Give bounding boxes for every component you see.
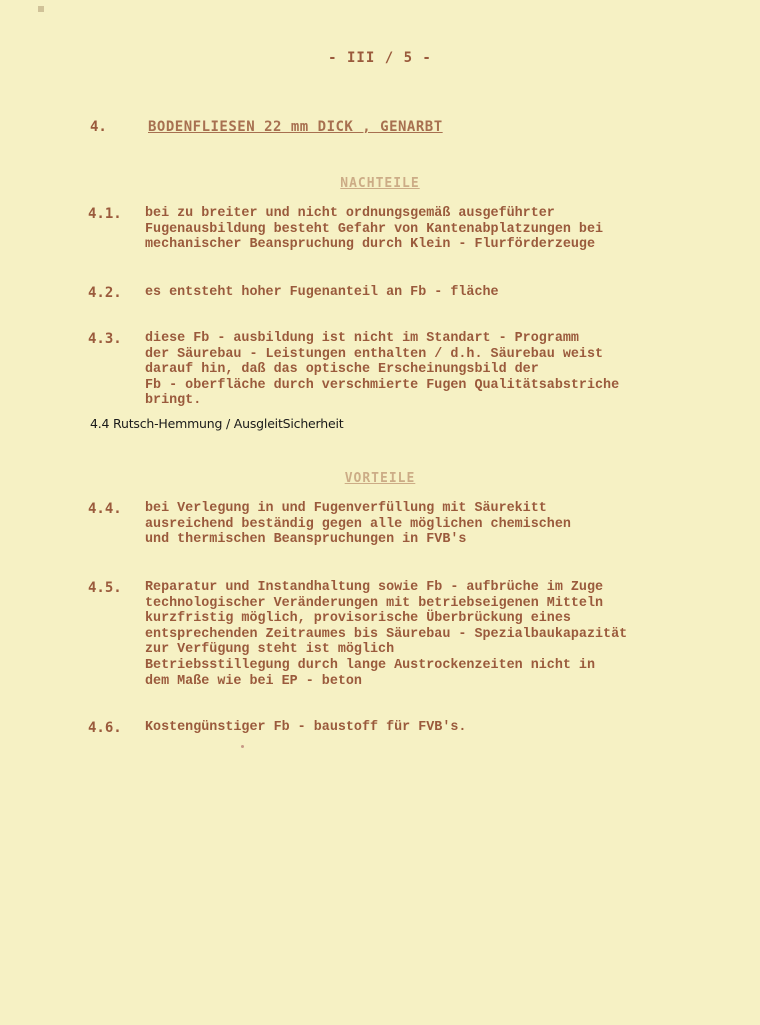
page-number: - III / 5 - [328,50,432,66]
handwritten-note: 4.4 Rutsch-Hemmung / AusgleitSicherheit [90,416,344,431]
item-number: 4.4. [88,501,122,517]
section-title: BODENFLIESEN 22 mm DICK , GENARBT [148,119,443,135]
item-number: 4.6. [88,720,122,736]
disadvantages-heading: NACHTEILE [340,176,420,191]
punch-mark [38,6,44,12]
item-number: 4.1. [88,206,122,222]
item-text: diese Fb - ausbildung ist nicht im Standart - Programm der Säurebau - Leistungen enthalten / d.h. Säurebau weist darauf hin, daß das optische Erscheinungsbild der Fb - oberfläche durch verschmierte Fugen Qualitätsabstriche bringt. [145,331,620,409]
item-text: Kostengünstiger Fb - baustoff für FVB's. [145,720,467,735]
item-text: es entsteht hoher Fugenanteil an Fb - fläche [145,285,499,300]
item-number: 4.3. [88,331,122,347]
item-text: Reparatur und Instandhaltung sowie Fb - aufbrüche im Zuge technologischer Veränderungen mit betriebseigenen Mitteln kurzfristig möglich, provisorische Überbrückung eines entsprechenden Zeitraumes bis Säurebau - Spezialbaukapazität zur Verfügung steht ist möglich Betriebsstillegung durch lange Austrockenzeiten nicht in dem Maße wie bei EP - beton [145,580,628,689]
ink-speck [241,745,244,748]
item-number: 4.5. [88,580,122,596]
item-text: bei Verlegung in und Fugenverfüllung mit Säurekitt ausreichend beständig gegen alle möglichen chemischen und thermischen Beanspruchungen in FVB's [145,501,571,548]
item-number: 4.2. [88,285,122,301]
section-number: 4. [90,119,107,135]
advantages-heading: VORTEILE [344,471,416,486]
item-text: bei zu breiter und nicht ordnungsgemäß ausgeführter Fugenausbildung besteht Gefahr von Kantenabplatzungen bei mechanischer Beanspruchung durch Klein - Flurförderzeuge [145,206,604,253]
